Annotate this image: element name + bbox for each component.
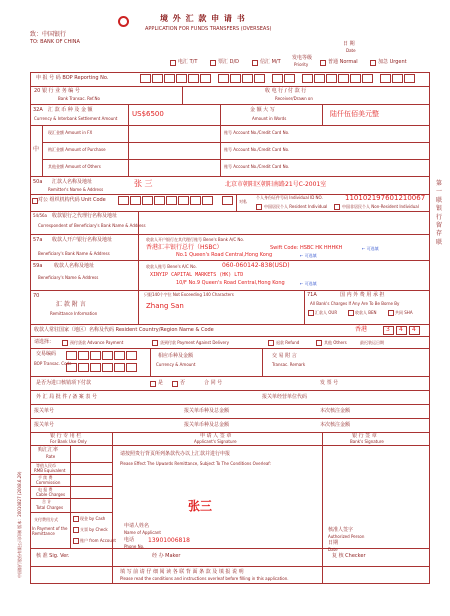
auth-person-label: 核准人签字 [328, 527, 354, 533]
bene-label: 收款人名称及地址 [54, 263, 95, 269]
against-delivery-checkbox[interactable] [152, 340, 158, 346]
transfer-type-row [170, 56, 430, 70]
others-amount-label: 其他金额 Amount of Others [48, 164, 101, 169]
checker-label: 复 核 Checker [332, 553, 366, 559]
field-71a: 71A [307, 292, 317, 298]
applicant-name-label: 申请人姓名 [124, 523, 150, 529]
last-pay-label: 最迟装运日期 [360, 340, 384, 345]
remitter-label: 汇款人名称及地址 [52, 179, 93, 185]
char-limit-label: 只限140个字位 Not Exceeding 140 Characters [144, 292, 234, 297]
normal-checkbox[interactable] [320, 60, 326, 66]
fx-amount-label: 现汇金额 Amount in FX [48, 130, 93, 135]
receiver-label-en: Receiver/Drawn on [275, 96, 313, 101]
corr-amount-label-en: Currency & Amount [156, 362, 196, 367]
bene-name-value[interactable]: XINYIP CAPITAL MARKETS (HK) LTD [150, 272, 244, 278]
currency-label-en: Currency & Interbank Settlement Amount [34, 116, 118, 121]
field-32a: 32A [33, 107, 43, 113]
phone-value[interactable]: 13901006818 [148, 537, 190, 544]
mt-checkbox[interactable] [252, 60, 258, 66]
footer-cn: 填 写 前 请 仔 细 阅 读 各 联 背 面 条 款 及 填 报 说 明 [120, 569, 244, 575]
field-70: 70 [33, 293, 40, 299]
bene-acct-label: 收款人账号 Bene's A/C No. [146, 264, 197, 269]
optional-note-1: ← 可选填 [362, 246, 379, 251]
resident-checkbox[interactable] [256, 204, 262, 210]
phone-label: 电话 [124, 537, 135, 543]
refund-checkbox[interactable] [268, 340, 274, 346]
unit-code-label: 对公 组织机构代码 Unit Code [38, 197, 106, 203]
form-title: 境 外 汇 款 申 请 书 [160, 14, 246, 23]
amount-words-label-en: Amount in Words [252, 116, 287, 121]
no-checkbox[interactable] [172, 381, 178, 387]
account-checkbox[interactable] [73, 538, 79, 544]
bank-name-en: TO: BANK OF CHINA [30, 39, 80, 45]
normal-label: 普通 Normal [328, 59, 358, 65]
form-title-en: APPLICATION FOR FUNDS TRANSFERS (OVERSEAS) [145, 26, 272, 32]
sig-verify-label: 核 准 Sig. Ver. [36, 553, 70, 559]
bene-bank-value[interactable]: 香港汇丰银行总行（HSBC） [146, 244, 223, 251]
side-copy-label: 第一联 银行留存联 [436, 180, 443, 246]
charges-label-en: All Bank's Charges If Any Are To Be Borne By [310, 301, 400, 306]
transac-remark-label-en: Transac. Remark [272, 362, 306, 367]
yes-checkbox[interactable] [150, 381, 156, 387]
bene-bank-label: 收款人开户银行名称及地址 [52, 237, 113, 243]
personal-id-value[interactable]: 110102197601210067 [345, 194, 426, 202]
bank-logo [118, 16, 129, 27]
total-label-en: Total Charges [36, 505, 64, 510]
date-label-en: Date [346, 48, 356, 53]
our-checkbox[interactable] [308, 310, 314, 316]
currency-value[interactable]: US$6500 [132, 110, 164, 118]
cable-label: 电 报 费 [38, 487, 53, 492]
field-54: 54/56a [33, 213, 47, 218]
private-label: 对私 [239, 199, 247, 204]
account-label: 账户 from Account [80, 538, 117, 543]
applicant-sig-label-en: Applicant's Signature [194, 439, 237, 444]
dd-checkbox[interactable] [210, 60, 216, 66]
this-verify-label-1: 本次核注金额 [320, 408, 351, 414]
date-label: 日 期 [343, 41, 355, 47]
payment-label: 支付费用方式 [34, 517, 58, 522]
against-delivery-label: 货到付款 Payment Against Delivery [160, 340, 229, 345]
bank-name: 致：中国银行 [30, 31, 67, 38]
cash-checkbox[interactable] [73, 516, 79, 522]
country-code-1[interactable]: 3 [386, 326, 390, 333]
cheque-checkbox[interactable] [73, 527, 79, 533]
urgent-checkbox[interactable] [370, 60, 376, 66]
ref-no-label: 20 银 行 业 务 编 号 [34, 88, 80, 94]
country-label: 收款人常驻国家（地区）名称及代码 Resident Country/Region Name & Code [34, 327, 214, 333]
tt-label: 电汇 T/T [178, 59, 198, 65]
remitter-label-en: Remitter's Name & Address [48, 187, 104, 192]
maker-label: 经 办 Maker [152, 553, 181, 559]
bene-bank-address[interactable]: No.1 Queen's Road Central,Hong Kong [176, 252, 273, 258]
country-value[interactable]: 香港 [355, 326, 368, 333]
advance-checkbox[interactable] [62, 340, 68, 346]
advance-label: 预付货款 Advance Payment [70, 340, 124, 345]
corporate-checkbox[interactable] [32, 198, 38, 204]
customs-no-label-1: 报关单号 [34, 408, 55, 414]
customs-cur-label-2: 报关单币种及总金额 [184, 422, 230, 428]
country-code-3[interactable]: 4 [412, 326, 416, 333]
our-label: 汇款人 OUR [315, 310, 338, 315]
customs-unit-label: 报关单经营单位代码 [262, 394, 308, 400]
applicant-name-label-en: Name of Applicant [124, 530, 161, 535]
field-50a: 50a [33, 179, 43, 185]
contract-label: 合 同 号 [204, 380, 223, 386]
fx-account-label: 账号 Account No./Credit Card No. [224, 130, 290, 135]
priority-label: 发电等级 [292, 55, 313, 61]
refund-label: 退款 Refund [276, 340, 300, 345]
remittance-info-label-en: Remittance Information [50, 311, 98, 316]
transac-remark-label: 交 易 附 言 [272, 353, 297, 359]
tt-checkbox[interactable] [170, 60, 176, 66]
currency-label: 汇 款 币 种 及 金 额 [48, 107, 93, 113]
resident-label: 中国居民个人 Resident Individual [264, 204, 328, 209]
cable-label-en: Cable Charges [36, 492, 66, 497]
rate-label: 购汇汇率 [38, 447, 59, 453]
amount-words-value[interactable]: 陆仟伍佰美元整 [330, 110, 379, 118]
remittance-info-label: 汇 款 附 言 [56, 301, 86, 308]
bank-use-label: 银 行 专 用 栏 [50, 433, 82, 439]
footer-en: Please read the conditions and instructions overleaf before filling in this application. [120, 576, 289, 581]
mt-label: 信汇 M/T [260, 59, 281, 65]
bene-label-en: Beneficiary's Name & Address [38, 275, 99, 280]
commission-label-en: Commission [36, 480, 61, 485]
bene-bank-label-en: Beneficiary's Bank Name & Address [38, 251, 110, 256]
bank-use-label-en: For Bank Use Only [50, 439, 87, 444]
invoice-label: 发 票 号 [320, 380, 339, 386]
field-59a: 59a [33, 263, 43, 269]
dd-label: 票汇 D/D [218, 59, 239, 65]
optional-note-2: ← 可选填 [300, 253, 317, 258]
fx-approval-label: 外 汇 局 批 件 / 备 案 表 号 [36, 394, 97, 400]
remitter-name[interactable]: 张 三 [134, 179, 153, 188]
non-resident-checkbox[interactable] [334, 204, 340, 210]
non-resident-label: 中国非居民个人 Non-Resident Individual [342, 204, 419, 209]
rmb-eq-label: 等值人民币 [36, 463, 56, 468]
commission-label: 手 续 费 [38, 475, 53, 480]
bene-bank-acct-label: 收款人开户银行在其代理行账号 Bene's Bank A/C No. [146, 237, 245, 242]
customs-cur-label-1: 报关单币种及总金额 [184, 408, 230, 414]
yes-label: 是 [158, 380, 164, 386]
purchase-amount-label: 购汇金额 Amount of Purchase [48, 147, 106, 152]
remitter-address[interactable]: 北京市朝阳区朝阳南路21号C-2001室 [225, 181, 327, 188]
auth-person-label-en: Authorized Person [328, 534, 365, 539]
field-57a: 57a [33, 237, 43, 243]
date-field-label-en: Date [328, 547, 338, 552]
bank-sig-label-en: Bank's Signature [350, 439, 384, 444]
rate-label-en: Rate [46, 454, 56, 459]
request-text-en: Please Effect The Upwards Remittance, Subject To The Conditions Overleaf: [120, 461, 271, 466]
date-field-label: 日期 [328, 540, 339, 546]
bonded-label: 是否为进口核销项下付款 [36, 380, 92, 386]
priority-label-en: Priority [294, 62, 309, 67]
corr-amount-label: 相应币种及金额 [158, 353, 194, 359]
remittance-info-value[interactable]: Zhang San [146, 302, 184, 310]
applicant-signature[interactable]: 张三 [188, 499, 213, 513]
receiver-label: 收 电 行 / 付 款 行 [265, 88, 307, 94]
bop-code-label-en: BOP Transac. Code [34, 361, 72, 366]
bank-sig-label: 银 行 签 章 [352, 433, 377, 439]
correspondent-label-en: Correspondent of Beneficiary's Bank Name & Address [38, 223, 146, 228]
others-checkbox[interactable] [316, 340, 322, 346]
bop-code-label: 交易编码 [36, 351, 57, 357]
no-label: 否 [180, 380, 186, 386]
others-label: 其他 Others [324, 340, 347, 345]
sha-checkbox[interactable] [388, 310, 394, 316]
total-label: 合 计 [42, 499, 52, 504]
payment-label-en: In Payment of the Remittance [32, 526, 68, 537]
ben-label: 收款人 BEN [355, 310, 377, 315]
charges-label: 国 内 外 费 用 承 担 [340, 292, 385, 298]
request-text: 请按照贵行背页所列条款代办以上汇款并进行申报 [120, 451, 231, 457]
applicant-sig-label: 申 请 人 签 章 [200, 433, 232, 439]
correspondent-label: 收款银行之代理行名称及地址 [52, 213, 118, 219]
bene-address-value[interactable]: 10/F No.9 Queen's Road Central,Hong Kong [176, 280, 285, 286]
urgent-label: 加急 Urgent [378, 59, 407, 65]
bene-acct-value[interactable]: 060-060142-838(USD) [222, 262, 290, 269]
this-verify-label-2: 本次核注金额 [320, 422, 351, 428]
others-account-label: 账号 Account No./Credit Card No. [224, 164, 290, 169]
left-print-info: 中国银行股份有限公司印制 版本：20010827 (2008.6.29) [17, 471, 22, 578]
amount-words-label: 金 额 大 写 [250, 107, 275, 113]
personal-id-label: 个人身份证件号码 Individual ID NO. [256, 195, 323, 200]
customs-no-label-2: 报关单号 [34, 422, 55, 428]
rmb-eq-label-en: RMB Equivalent [34, 468, 66, 473]
cash-label: 现金 by Cash [80, 516, 106, 521]
swift-value[interactable]: Swift Code: HSBC HK HHHKH [270, 245, 343, 251]
sha-label: 共同 SHA [395, 310, 413, 315]
ref-no-label-en: Bank Transac. Ref.No [58, 96, 100, 101]
zhong-label: 中 [33, 146, 40, 153]
select-label: 请选择： [34, 339, 55, 345]
purchase-account-label: 账号 Account No./Credit Card No. [224, 147, 290, 152]
bop-label: 申 报 号 码 BOP Reporting No. [36, 75, 109, 81]
optional-note-3: ← 可选填 [300, 281, 317, 286]
cheque-label: 支票 by Check [80, 527, 108, 532]
phone-label-en: Phone No. [124, 544, 145, 549]
country-code-2[interactable]: 4 [399, 326, 403, 333]
ben-checkbox[interactable] [348, 310, 354, 316]
